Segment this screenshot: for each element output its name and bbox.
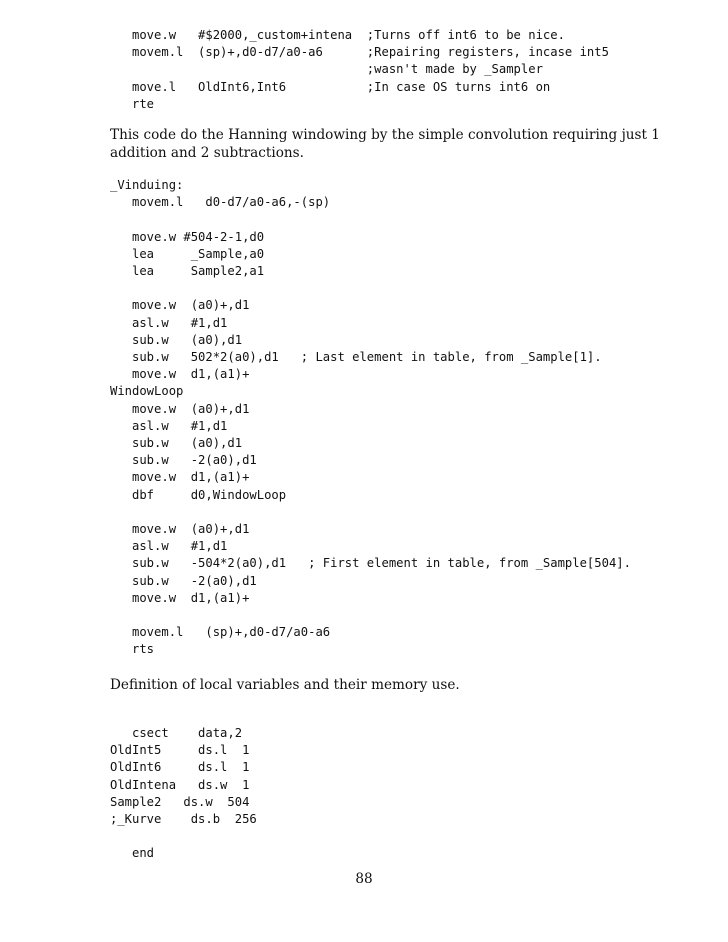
code-line: sub.w -2(a0),d1 (110, 573, 257, 588)
code-line: sub.w (a0),d1 (110, 332, 243, 347)
code-line: OldInt5 ds.l 1 (110, 743, 250, 758)
code-line: rts (110, 642, 155, 657)
code-line: movem.l (sp)+,d0-d7/a0-a6 ;Repairing registers, incase int5 (110, 45, 609, 60)
code-line: sub.w -2(a0),d1 (110, 453, 257, 468)
code-line: rte (110, 96, 155, 111)
code-line: sub.w -504*2(a0),d1 ; First element in table, from _Sample[504]. (110, 556, 631, 571)
code-line: move.w #504-2-1,d0 (110, 229, 265, 244)
paragraph-line: Definition of local variables and their memory use. (110, 677, 460, 693)
code-line: dbf d0,WindowLoop (110, 487, 287, 502)
code-line: asl.w #1,d1 (110, 539, 228, 554)
code-line: move.w (a0)+,d1 (110, 401, 250, 416)
code-line: csect data,2 (110, 726, 243, 740)
code-line: move.w d1,(a1)+ (110, 470, 250, 485)
code-line: sub.w 502*2(a0),d1 ; Last element in table, from _Sample[1]. (110, 350, 602, 364)
code-line: ;wasn't made by _Sampler (110, 62, 543, 77)
code-line: move.w (a0)+,d1 (110, 298, 250, 313)
paragraph-line: addition and 2 subtractions. (110, 145, 304, 161)
code-line: WindowLoop (110, 384, 184, 399)
code-line: movem.l d0-d7/a0-a6,-(sp) (110, 195, 331, 210)
page-number: 88 (355, 871, 373, 887)
code-line: asl.w #1,d1 (110, 315, 228, 330)
code-line: move.w #$2000,_custom+intena ;Turns off int6 to be nice. (110, 28, 565, 42)
code-line: ;_Kurve ds.b 256 (110, 812, 257, 826)
code-line: _Vinduing: (110, 178, 184, 192)
code-line: move.l OldInt6,Int6 ;In case OS turns int6 on (110, 79, 551, 94)
code-line: move.w d1,(a1)+ (110, 590, 250, 605)
code-line: asl.w #1,d1 (110, 418, 228, 433)
code-line: Sample2 ds.w 504 (110, 794, 250, 809)
paragraph-line: This code do the Hanning windowing by the simple convolution requiring just 1 (110, 127, 660, 143)
code-line: lea _Sample,a0 (110, 246, 265, 261)
code-line: lea Sample2,a1 (110, 264, 265, 278)
code-line: OldIntena ds.w 1 (110, 777, 250, 792)
code-line: end (110, 846, 155, 861)
code-line: move.w (a0)+,d1 (110, 522, 250, 536)
code-line: sub.w (a0),d1 (110, 436, 243, 450)
code-line: move.w d1,(a1)+ (110, 367, 250, 382)
code-line: OldInt6 ds.l 1 (110, 760, 250, 775)
code-line: movem.l (sp)+,d0-d7/a0-a6 (110, 625, 331, 640)
